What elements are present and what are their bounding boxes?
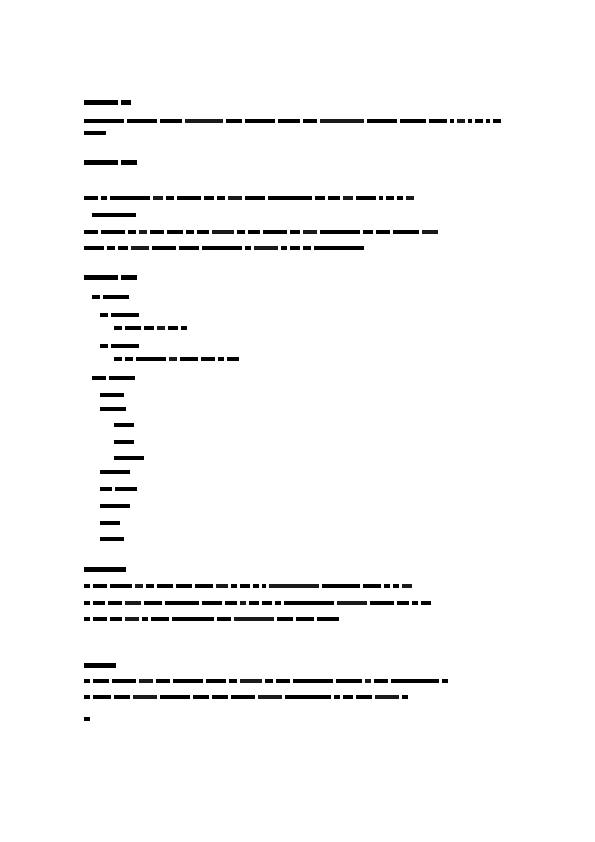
text-word [109,376,135,380]
outline-item [114,437,134,446]
text-word [165,601,199,605]
outline-item [92,373,135,382]
text-word [84,119,124,123]
text-word [110,617,122,621]
text-word [240,601,246,605]
text-word [172,617,214,621]
text-word [112,679,136,683]
text-word [320,119,364,123]
outline-item [92,292,129,301]
text-word [225,601,237,605]
section-1-line [84,116,501,125]
text-word [181,326,187,330]
section-2-line [84,227,438,236]
text-word [226,119,242,123]
outline-item [114,323,187,332]
text-word [114,326,122,330]
outline-item [114,354,239,363]
text-word [195,584,213,588]
text-word [110,196,150,200]
text-word [133,695,157,699]
text-word [320,230,360,234]
text-word [493,119,501,123]
text-word [101,196,107,200]
text-word [125,357,133,361]
text-word [442,679,448,683]
text-word [84,230,98,234]
text-word [328,196,340,200]
text-word [125,326,141,330]
text-word [303,119,317,123]
section-1-heading [84,98,131,107]
text-word [275,601,281,605]
text-word [334,695,340,699]
text-word [131,246,149,250]
text-word [84,160,118,165]
section-5-line [84,714,90,723]
text-word [156,679,170,683]
outline-item [100,404,126,413]
text-word [201,357,215,361]
text-word [245,196,265,200]
outline-item [100,310,139,319]
text-word [100,537,124,541]
text-word [93,617,107,621]
text-word [212,695,228,699]
text-word [228,196,242,200]
text-word [393,584,399,588]
text-word [322,584,360,588]
outline-item [114,420,134,429]
section-4-line [84,581,412,590]
text-word [114,357,122,361]
text-word [204,196,214,200]
text-word [125,601,141,605]
text-word [144,601,162,605]
text-word [107,246,115,250]
text-word [186,230,194,234]
text-word [84,246,104,250]
text-word [421,601,431,605]
text-word [179,246,199,250]
text-word [84,100,118,105]
text-word [245,119,275,123]
text-word [218,357,224,361]
text-word [281,246,287,250]
text-word [142,617,148,621]
text-word [217,617,231,621]
text-word [284,601,334,605]
text-word [166,196,174,200]
text-word [101,230,125,234]
text-word [263,230,287,234]
text-word [397,196,403,200]
text-word [92,213,136,217]
text-word [486,119,490,123]
text-word [92,376,106,380]
text-word [84,601,90,605]
text-word [229,679,237,683]
text-word [93,601,105,605]
text-word [317,617,339,621]
text-word [343,695,353,699]
text-word [237,230,245,234]
outline-item [100,534,124,543]
text-word [314,246,364,250]
text-word [114,423,134,427]
section-4-line [84,598,431,607]
text-word [114,695,130,699]
text-word [100,470,130,474]
text-word [290,230,300,234]
text-word [253,584,259,588]
text-word [84,663,116,668]
text-word [121,275,137,280]
text-word [108,601,122,605]
outline-item [100,518,120,527]
text-word [111,344,139,348]
text-word [245,246,251,250]
text-word [100,521,120,525]
text-word [365,679,371,683]
text-word [384,584,390,588]
text-word [84,584,90,588]
text-word [136,357,166,361]
text-word [93,695,111,699]
text-word [92,295,100,299]
text-word [206,679,226,683]
text-word [100,407,126,411]
text-word [370,601,394,605]
text-word [135,584,143,588]
text-word [197,230,209,234]
text-word [296,617,314,621]
text-word [212,230,234,234]
text-word [160,695,190,699]
text-word [412,601,418,605]
text-word [429,119,447,123]
text-word [268,196,312,200]
text-word [160,119,182,123]
text-word [374,679,388,683]
text-word [400,119,426,123]
text-word [146,584,154,588]
text-word [475,119,483,123]
text-word [100,504,130,508]
text-word [402,695,408,699]
text-word [115,487,137,491]
text-word [100,313,108,317]
text-word [157,584,173,588]
text-word [249,601,259,605]
text-word [293,679,333,683]
section-2-line [84,243,364,252]
text-word [139,230,147,234]
text-word [422,230,438,234]
text-word [269,584,319,588]
text-word [128,230,136,234]
text-word [202,601,222,605]
section-5-line [84,676,448,685]
text-word [84,679,90,683]
text-word [176,584,192,588]
text-word [367,119,397,123]
outline-item [100,390,124,399]
text-word [84,567,126,572]
text-word [457,119,465,123]
text-word [114,440,134,444]
text-word [303,230,317,234]
text-word [103,295,129,299]
section-5-line [84,692,408,701]
text-word [258,695,282,699]
text-word [84,275,118,280]
text-word [93,679,109,683]
text-word [125,617,139,621]
text-word [168,326,178,330]
section-4-heading [84,565,126,574]
text-word [84,695,90,699]
text-word [100,487,112,491]
text-word [277,617,293,621]
text-word [100,344,108,348]
text-word [240,584,250,588]
outline-item [100,484,137,493]
text-word [376,230,390,234]
text-word [231,584,237,588]
text-word [150,230,164,234]
text-word [262,601,272,605]
text-word [468,119,472,123]
section-3-heading [84,273,137,282]
text-word [151,617,169,621]
text-word [356,695,372,699]
text-word [111,313,139,317]
text-word [227,357,239,361]
text-word [118,246,128,250]
text-word [157,326,165,330]
outline-item [100,501,130,510]
text-word [110,584,132,588]
text-word [315,196,325,200]
text-word [262,584,266,588]
text-word [248,230,260,234]
text-word [153,196,163,200]
text-word [337,601,367,605]
text-word [100,393,124,397]
text-word [114,456,144,460]
text-word [93,584,107,588]
text-word [363,230,373,234]
section-2-heading [84,158,137,167]
text-word [336,679,362,683]
outline-item [100,467,130,476]
text-word [406,196,414,200]
text-word [285,695,331,699]
text-word [356,196,376,200]
section-2-line [84,193,414,202]
text-word [84,131,106,135]
text-word [397,601,409,605]
text-word [193,695,209,699]
text-word [450,119,454,123]
text-word [180,357,198,361]
text-word [84,717,90,721]
text-word [393,230,419,234]
text-word [121,100,131,105]
text-word [139,679,153,683]
text-word [290,246,300,250]
section-5-heading [84,661,116,670]
section-1-line [84,128,106,137]
text-word [402,584,412,588]
text-word [84,196,98,200]
text-word [121,160,137,165]
text-word [167,230,183,234]
text-word [278,119,300,123]
text-word [84,617,90,621]
text-word [152,246,176,250]
text-word [265,679,273,683]
outline-item [100,341,139,350]
outline-item [114,453,144,462]
text-word [127,119,157,123]
text-word [391,679,439,683]
text-word [386,196,394,200]
text-word [169,357,177,361]
text-word [217,196,225,200]
text-word [375,695,399,699]
text-word [185,119,223,123]
text-word [303,246,311,250]
text-word [343,196,353,200]
text-word [202,246,242,250]
text-word [144,326,154,330]
text-word [363,584,381,588]
section-4-line [84,614,339,623]
text-word [177,196,201,200]
text-word [234,617,274,621]
text-word [379,196,383,200]
text-word [240,679,262,683]
text-word [173,679,203,683]
text-word [216,584,228,588]
section-2-line [92,210,136,219]
text-word [231,695,255,699]
text-word [254,246,278,250]
text-word [276,679,290,683]
